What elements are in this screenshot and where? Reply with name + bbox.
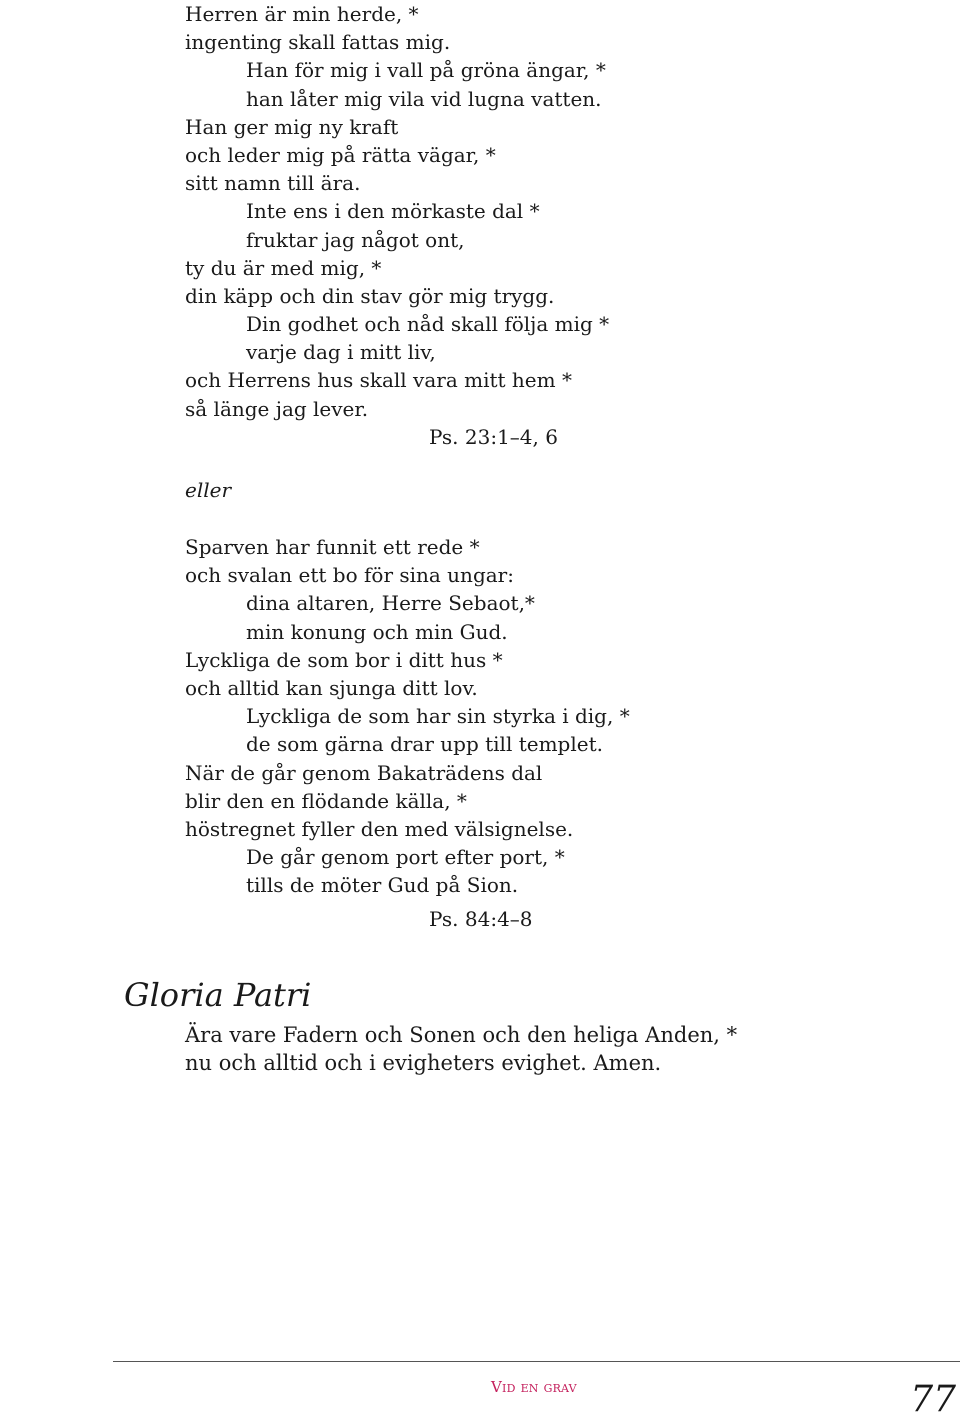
verse-line: så länge jag lever.: [185, 396, 369, 421]
gloria-patri-text: [185, 1021, 925, 1077]
verse-line: Din godhet och nåd skall följa mig *: [246, 312, 610, 337]
verse-line: Lyckliga de som bor i ditt hus *: [185, 647, 503, 672]
verse-line: och alltid kan sjunga ditt lov.: [185, 675, 478, 700]
verse-line: min konung och min Gud.: [246, 619, 508, 644]
section-heading-gloria-patri: Gloria Patri: [124, 976, 312, 1014]
verse-line: sitt namn till ära.: [185, 171, 361, 196]
verse-line: ty du är med mig, *: [185, 255, 382, 280]
verse-line: dina altaren, Herre Sebaot,*: [246, 591, 535, 616]
verse-line: din käpp och din stav gör mig trygg.: [185, 283, 555, 308]
verse-line: varje dag i mitt liv,: [246, 340, 436, 365]
verse-line: Lyckliga de som har sin styrka i dig, *: [246, 704, 630, 729]
verse-line: de som gärna drar upp till templet.: [246, 732, 603, 757]
verse-line: han låter mig vila vid lugna vatten.: [246, 86, 602, 111]
verse-line: De går genom port efter port, *: [246, 845, 565, 870]
verse-line: Ära vare Fadern och Sonen och den heliga Anden, *: [185, 1023, 738, 1047]
verse-line: Han för mig i vall på gröna ängar, *: [246, 58, 606, 83]
verse-line: höstregnet fyller den med välsignelse.: [185, 816, 574, 841]
verse-line: När de går genom Bakaträdens dal: [185, 760, 543, 785]
verse-line: ingenting skall fattas mig.: [185, 30, 451, 55]
verse-line: Han ger mig ny kraft: [185, 114, 399, 139]
page-number: 77: [910, 1379, 956, 1420]
verse-line: tills de möter Gud på Sion.: [246, 873, 519, 898]
verse-line: blir den en flödande källa, *: [185, 788, 467, 813]
verse-line: och Herrens hus skall vara mitt hem *: [185, 368, 572, 393]
verse-line: nu och alltid och i evigheters evighet. Amen.: [185, 1051, 662, 1076]
verse-line: och leder mig på rätta vägar, *: [185, 142, 496, 167]
psalm-reference: Ps. 84:4–8: [429, 907, 533, 932]
verse-line: Sparven har funnit ett rede *: [185, 535, 480, 559]
verse-line: och svalan ett bo för sina ungar:: [185, 563, 514, 588]
alternative-separator: eller: [185, 478, 232, 502]
verse-line: fruktar jag något ont,: [246, 227, 465, 252]
psalm-23-text: [185, 0, 885, 451]
psalm-reference: Ps. 23:1–4, 6: [429, 424, 558, 449]
verse-line: Inte ens i den mörkaste dal *: [246, 199, 540, 224]
verse-line: Herren är min herde, *: [185, 2, 419, 26]
psalm-84-text: [185, 533, 885, 933]
running-title: Vid en grav: [491, 1378, 577, 1396]
footer-divider: [113, 1361, 960, 1362]
